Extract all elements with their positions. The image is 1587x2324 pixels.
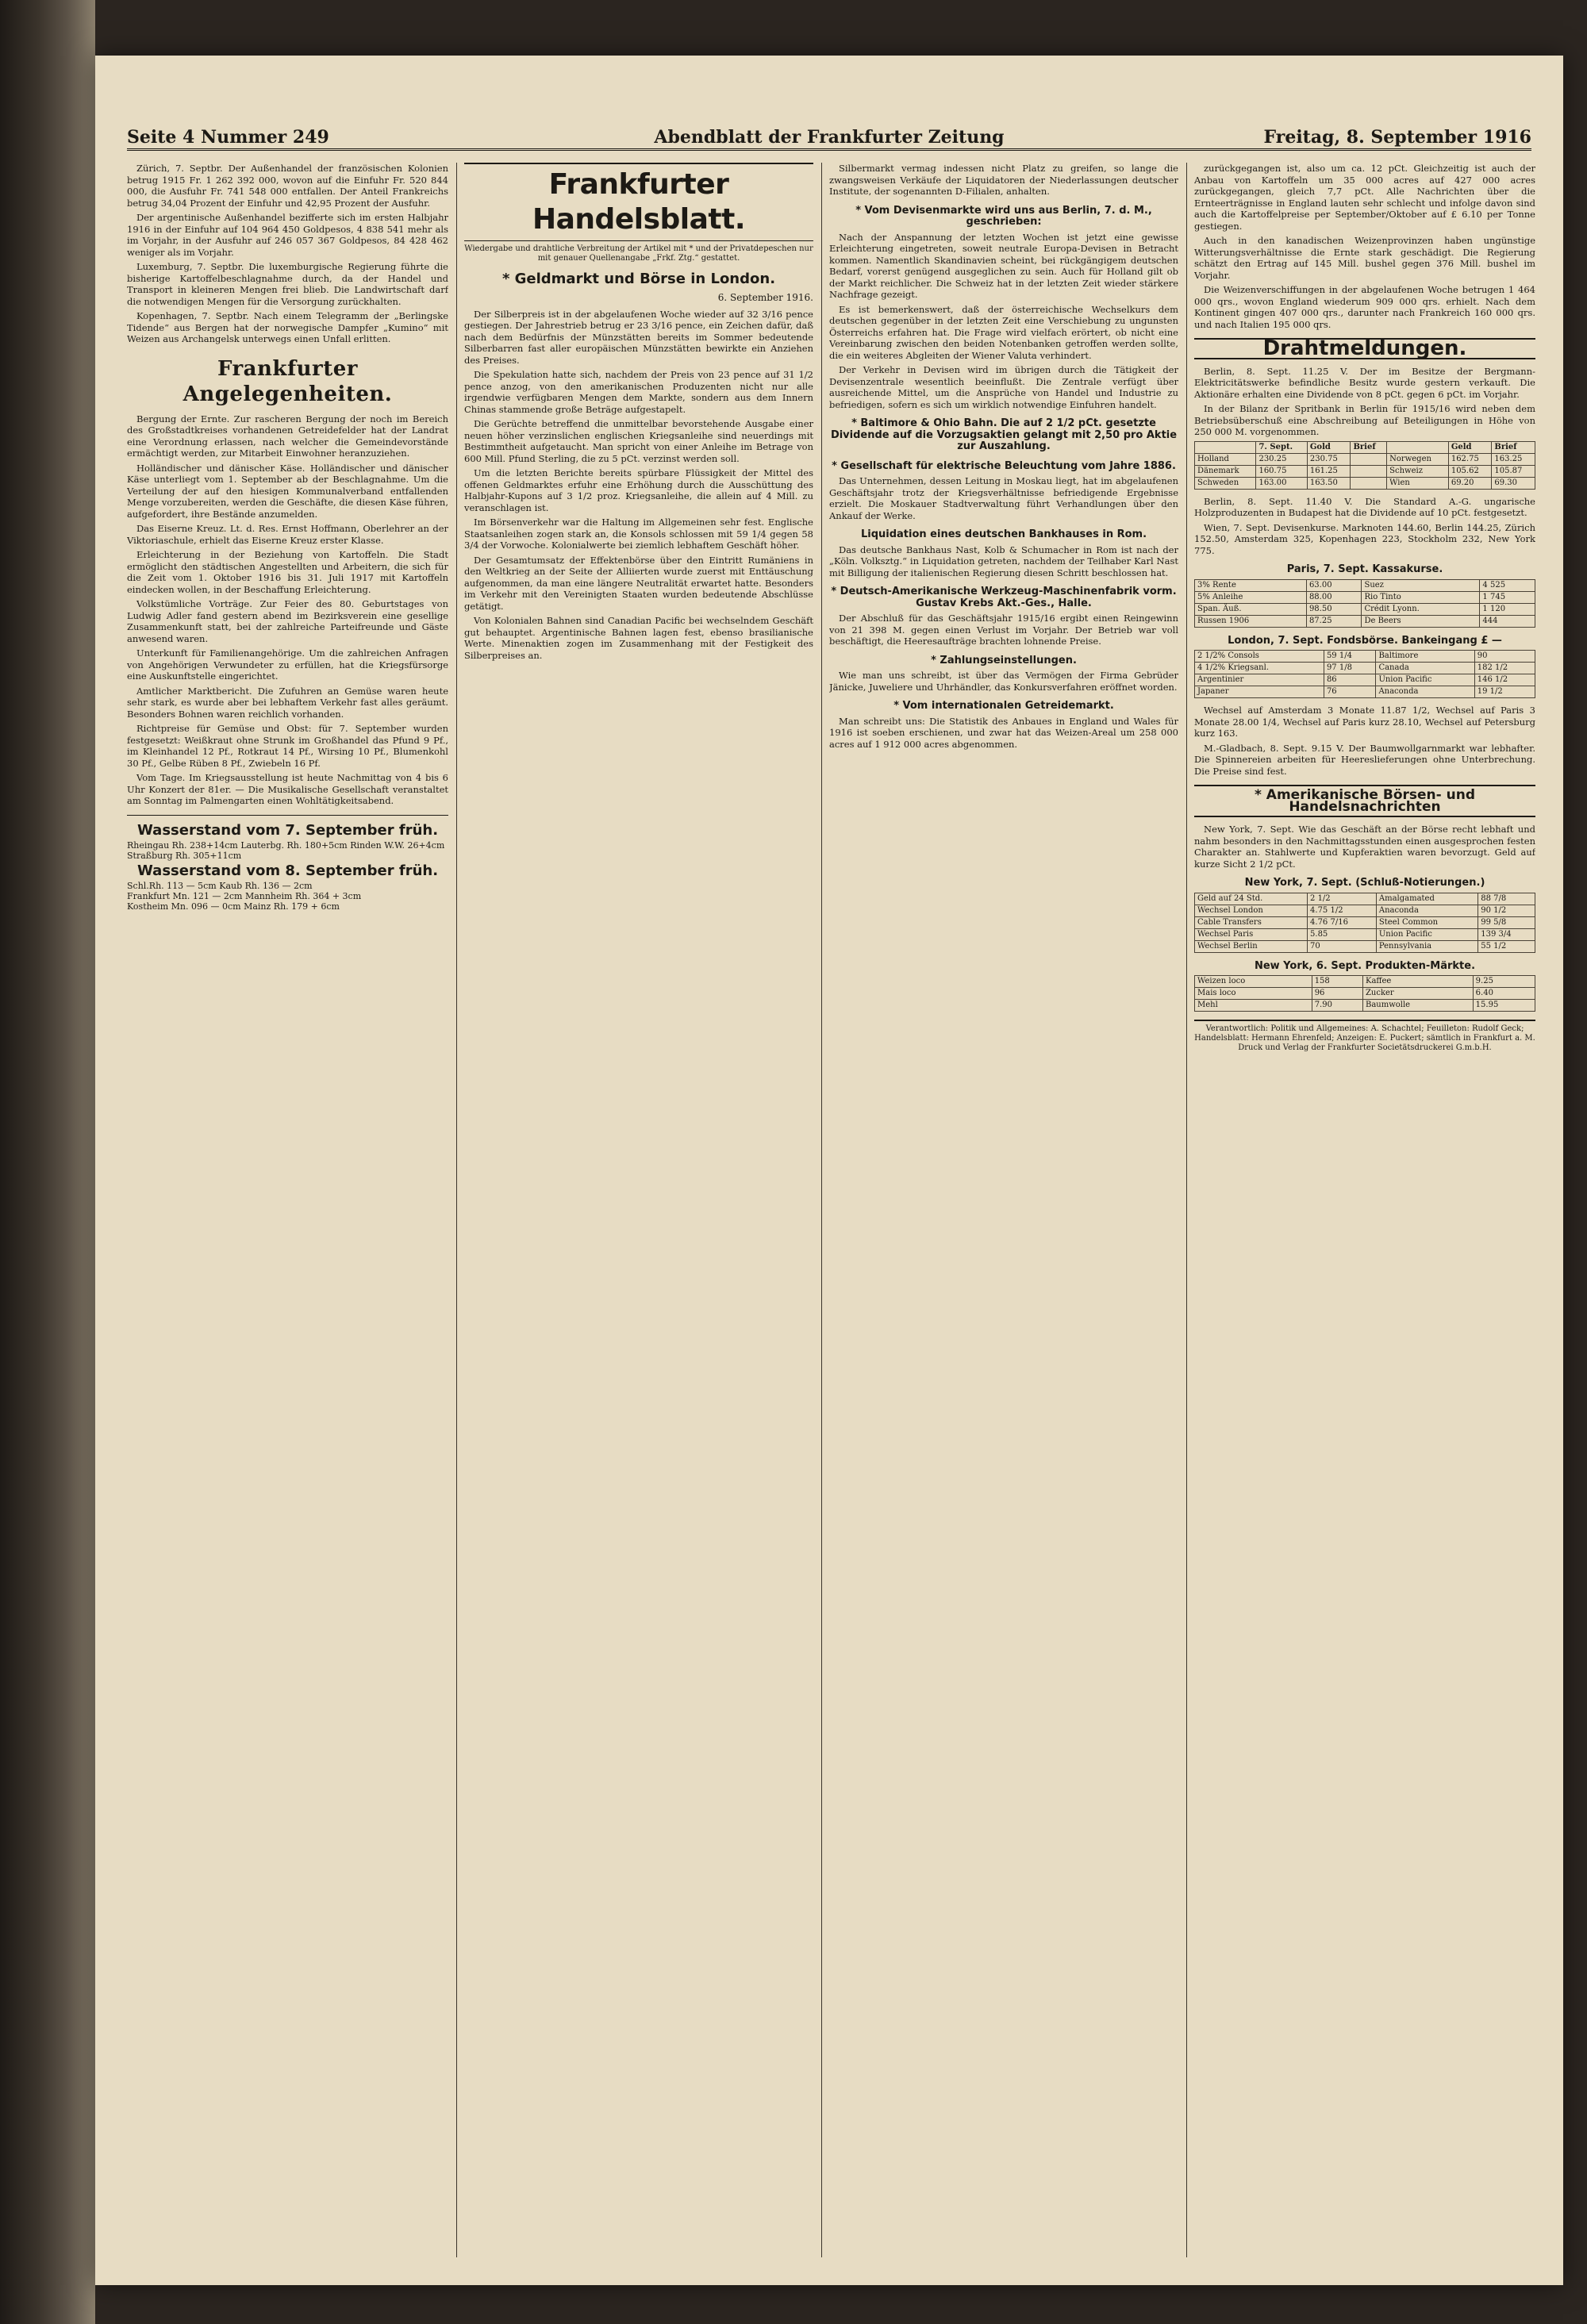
article-paragraph: Es ist bemerkenswert, daß der österreichische Wechselkurs dem deutschen gegenüber in der letzten Zeit eine Verschiebung zu ungunsten Österreichs erfahren hat. Die Frage wird vielfach erörtert, ob nicht eine Vereinbarung zwischen den beiden Notenbanken getroffen werden sollte, die ein weiteres Abgleiten der Wiener Valuta verhindert. xyxy=(829,303,1178,361)
table-row xyxy=(1195,453,1535,465)
table-cell: 4.75 1/2 xyxy=(1308,905,1377,916)
table-cell: 87.25 xyxy=(1306,615,1362,627)
table-cell: 70 xyxy=(1308,940,1377,952)
water-level-row: Frankfurt Mn. 121 — 2cm Mannheim Rh. 364 + 3cm xyxy=(127,890,362,901)
column-rule xyxy=(456,163,457,2257)
table-cell: Kaffee xyxy=(1362,976,1473,988)
column-4 xyxy=(1194,163,1535,2257)
table-cell: Union Pacific xyxy=(1376,928,1477,940)
table-header-cell xyxy=(1387,441,1449,453)
table-cell: 230.25 xyxy=(1256,453,1307,465)
handelsblatt-masthead: Frankfurter Handelsblatt. xyxy=(464,163,813,241)
article-heading: * Vom Devisenmarkte wird uns aus Berlin, 7. d. M., geschrieben: xyxy=(855,204,1152,228)
table-cell: Anaconda xyxy=(1376,905,1477,916)
dateline: 6. September 1916. xyxy=(717,292,813,303)
table-body xyxy=(1195,893,1535,952)
table-cell: 105.62 xyxy=(1448,465,1492,477)
article-paragraph: Holländischer und dänischer Käse. Holländischer und dänischer Käse unterliegt vom 1. September ab der Beschlagnahme. Um die Verteilung der auf den hiesigen Kommunalverband entfallenden Menge vorzubereiten, werden die Geschäfte, die diesen Käse führen, aufgefordert, ihre Bestände anzumelden. xyxy=(127,462,448,520)
table-cell: De Beers xyxy=(1362,615,1480,627)
table-heading: New York, 7. Sept. (Schluß-Notierungen.) xyxy=(1244,877,1485,889)
water-level-row: Kostheim Mn. 096 — 0cm Mainz Rh. 179 + 6cm xyxy=(127,901,340,912)
table-cell: Baltimore xyxy=(1376,651,1474,663)
table-cell: 98.50 xyxy=(1306,603,1362,615)
table-header-cell: Geld xyxy=(1448,441,1492,453)
table-cell: 160.75 xyxy=(1256,465,1307,477)
article-paragraph: Auch in den kanadischen Weizenprovinzen haben ungünstige Witterungsverhältnisse die Ernte stark geschädigt. Die Regierung schätzt den Ertrag auf 145 Mill. bushel gegen 376 Mill. bushel im Vorjahr. xyxy=(1194,235,1535,281)
produkte-table xyxy=(1194,975,1535,1012)
page-number: Seite 4 Nummer 249 xyxy=(127,127,329,148)
article-paragraph: Nach der Anspannung der letzten Wochen ist jetzt eine gewisse Erleichterung eingetreten, soweit neutrale Europa-Devisen in Betracht kommen. Namentlich Skandinavien scheint, bei rückgängigem deutschen Bedarf, vorerst genügend ausgeglichen zu sein. Auch für Holland gilt ob der Markt reichlicher. Die Schweiz hat in der letzten Zeit wieder stärkere Nachfrage gezeigt. xyxy=(829,231,1178,300)
table-row xyxy=(1195,988,1535,1000)
table-cell: Weizen loco xyxy=(1195,976,1312,988)
table-cell: 105.87 xyxy=(1492,465,1535,477)
water-level-report xyxy=(127,815,448,912)
table-cell: 1 120 xyxy=(1480,603,1535,615)
table-cell: Argentinier xyxy=(1195,674,1324,686)
table-row xyxy=(1195,603,1535,615)
table-cell: Schweden xyxy=(1195,477,1256,489)
table-cell: 3% Rente xyxy=(1195,579,1307,591)
table-cell: Union Pacific xyxy=(1376,674,1474,686)
table-row xyxy=(1195,477,1535,489)
table-cell: Suez xyxy=(1362,579,1480,591)
table-cell: 63.00 xyxy=(1306,579,1362,591)
table-header-cell: 7. Sept. xyxy=(1256,441,1307,453)
article-paragraph: New York, 7. Sept. Wie das Geschäft an der Börse recht lebhaft und nahm besonders in den Nachmittagsstunden einen ausgesprochen festen Charakter an. Stahlwerte und Kupferaktien waren bevorzugt. Geld auf kurze Sicht 2 1/2 pCt. xyxy=(1194,824,1535,870)
table-cell: 2 1/2 xyxy=(1308,893,1377,905)
table-cell: 59 1/4 xyxy=(1324,651,1376,663)
table-header-cell: Gold xyxy=(1307,441,1351,453)
table-body xyxy=(1195,976,1535,1012)
table-cell: 7.90 xyxy=(1312,1000,1362,1012)
column-2 xyxy=(464,163,813,2257)
table-cell: 158 xyxy=(1312,976,1362,988)
article-paragraph: Vom Tage. Im Kriegsausstellung ist heute Nachmittag von 4 bis 6 Uhr Konzert der 81er. — Die Musikalische Gesellschaft veranstaltet am Sonntag im Palmengarten einen Wohltätigkeitsabend. xyxy=(127,772,448,806)
article-paragraph: Der Verkehr in Devisen wird im übrigen durch die Tätigkeit der Devisenzentrale wesentlich beeinflußt. Die Zentrale verfügt über ausreichende Mittel, um die Ansprüche von Handel und Industrie zu befriedigen, sofern es sich um wirklich notwendige Einfuhren handelt. xyxy=(829,364,1178,410)
table-row xyxy=(1195,916,1535,928)
table-cell: 5% Anleihe xyxy=(1195,591,1307,603)
table-cell: Geld auf 24 Std. xyxy=(1195,893,1308,905)
table-body xyxy=(1195,453,1535,489)
article-paragraph: Man schreibt uns: Die Statistik des Anbaues in England und Wales für 1916 ist soeben erschienen, und zwar hat das Weizen-Areal um 258 000 acres auf 1 912 000 acres abgenommen. xyxy=(829,715,1178,750)
table-cell: 182 1/2 xyxy=(1474,663,1535,674)
table-cell: Baumwolle xyxy=(1362,1000,1473,1012)
article-paragraph: zurückgegangen ist, also um ca. 12 pCt. Gleichzeitig ist auch der Anbau von Kartoffeln um 35 000 acres auf 427 000 acres zurückgegangen, gleich 7,7 pCt. Alle Nachrichten über die Ernteerträgnisse in England lauten sehr schlecht und infolge davon sind auch die Kartoffelpreise per September/Oktober auf £ 6.10 per Tonne gestiegen. xyxy=(1194,163,1535,232)
article-paragraph: Die Gerüchte betreffend die unmittelbar bevorstehende Ausgabe einer neuen höher verzinslichen englischen Kriegsanleihe sind neuerdings mit Bestimmtheit aufgetaucht. Man spricht von einer Anleihe im Betrage von 600 Mill. Pfund Sterling, die zu 5 pCt. verzinst werden soll. xyxy=(464,418,813,464)
table-heading: London, 7. Sept. Fondsbörse. Bankeingang £ — xyxy=(1228,634,1502,647)
table-row xyxy=(1195,893,1535,905)
water-level-title: Wasserstand vom 8. September früh. xyxy=(136,862,439,879)
article-paragraph: Zürich, 7. Septbr. Der Außenhandel der französischen Kolonien betrug 1915 Fr. 1 262 392 000, wovon auf die Einfuhr Fr. 520 844 000, die Ausfuhr Fr. 741 548 000 entfallen. Der Anteil Frankreichs betrug 34,04 Prozent der Einfuhr und 42,95 Prozent der Ausfuhr. xyxy=(127,163,448,209)
water-level-title: Wasserstand vom 7. September früh. xyxy=(136,821,439,839)
table-cell: 146 1/2 xyxy=(1474,674,1535,686)
newyork-table xyxy=(1194,893,1535,953)
table-row xyxy=(1195,579,1535,591)
article-heading: * Geldmarkt und Börse in London. xyxy=(501,271,776,287)
table-header-row xyxy=(1195,441,1535,453)
section-heading: * Amerikanische Börsen- und Handelsnachrichten xyxy=(1194,785,1535,817)
table-cell: 4 525 xyxy=(1480,579,1535,591)
table-row xyxy=(1195,686,1535,698)
devisen-table xyxy=(1194,441,1535,490)
table-cell: 162.75 xyxy=(1448,453,1492,465)
article-paragraph: Kopenhagen, 7. Septbr. Nach einem Telegramm der „Berlingske Tidende“ aus Bergen hat der norwegische Dampfer „Kumino“ mit Weizen aus Archangelsk unterwegs einen Unfall erlitten. xyxy=(127,310,448,344)
table-row xyxy=(1195,651,1535,663)
table-row xyxy=(1195,940,1535,952)
table-cell: Anaconda xyxy=(1376,686,1474,698)
article-paragraph: Das Unternehmen, dessen Leitung in Moskau liegt, hat im abgelaufenen Geschäftsjahr trotz der Kriegsverhältnisse befriedigende Ergebnisse erzielt. Die Moskauer Stadtverwaltung führt Verhandlungen über den Ankauf der Werke. xyxy=(829,475,1178,521)
table-cell: 88 7/8 xyxy=(1478,893,1535,905)
table-cell: Wien xyxy=(1387,477,1449,489)
article-paragraph: Amtlicher Marktbericht. Die Zufuhren an Gemüse waren heute sehr stark, es wurde aber bei lebhaftem Verkehr fast alles geräumt. Besonders Bohnen waren reichlich vorhanden. xyxy=(127,685,448,720)
article-heading: * Gesellschaft für elektrische Beleuchtung vom Jahre 1886. xyxy=(832,459,1176,472)
table-cell: 139 3/4 xyxy=(1478,928,1535,940)
table-cell: Steel Common xyxy=(1376,916,1477,928)
article-heading: Liquidation eines deutschen Bankhauses in Rom. xyxy=(860,528,1147,540)
table-cell: 97 1/8 xyxy=(1324,663,1376,674)
column-3 xyxy=(829,163,1178,2257)
table-cell: Canada xyxy=(1376,663,1474,674)
article-paragraph: Wien, 7. Sept. Devisenkurse. Marknoten 144.60, Berlin 144.25, Zürich 152.50, Amsterdam 325, Kopenhagen 223, Stockholm 232, New York 775. xyxy=(1194,521,1535,556)
water-level-row: Schl.Rh. 113 — 5cm Kaub Rh. 136 — 2cm xyxy=(127,880,313,891)
issue-date: Freitag, 8. September 1916 xyxy=(1263,127,1531,148)
table-cell: 5.85 xyxy=(1308,928,1377,940)
table-cell: 6.40 xyxy=(1473,988,1535,1000)
article-paragraph: In der Bilanz der Spritbank in Berlin für 1915/16 wird neben dem Betriebsüberschuß eine Abschreibung auf Beteiligungen in Höhe von 250 000 M. vorgenommen. xyxy=(1194,403,1535,437)
london-table xyxy=(1194,650,1535,698)
paris-table xyxy=(1194,579,1535,628)
book-binding xyxy=(0,0,95,2324)
table-row xyxy=(1195,465,1535,477)
table-header-cell: Brief xyxy=(1492,441,1535,453)
table-cell: 19 1/2 xyxy=(1474,686,1535,698)
table-cell: 69.20 xyxy=(1448,477,1492,489)
table-cell: Wechsel London xyxy=(1195,905,1308,916)
table-cell: 90 xyxy=(1474,651,1535,663)
newspaper-title: Abendblatt der Frankfurter Zeitung xyxy=(654,127,1005,148)
table-cell: 2 1/2% Consols xyxy=(1195,651,1324,663)
table-heading: New York, 6. Sept. Produkten-Märkte. xyxy=(1254,959,1476,972)
article-paragraph: Die Spekulation hatte sich, nachdem der Preis von 23 pence auf 31 1/2 pence anzog, von den amerikanischen Produzenten nicht nur alle irgendwie verfügbaren Mengen dem Markte, sondern aus dem Innern Chinas stammende große Beträge aufgestapelt. xyxy=(464,369,813,415)
table-cell: Norwegen xyxy=(1387,453,1449,465)
newspaper-page xyxy=(95,56,1563,2285)
table-cell: Cable Transfers xyxy=(1195,916,1308,928)
article-paragraph: Von Kolonialen Bahnen sind Canadian Pacific bei wechselndem Geschäft gut behauptet. Argentinische Bahnen lagen fest, ebenso brasilianische Werte. Minenaktien zogen im Zusammenhang mit der Festigkeit des Silberpreises an. xyxy=(464,615,813,661)
article-heading: * Deutsch-Amerikanische Werkzeug-Maschinenfabrik vorm. Gustav Krebs Akt.-Ges., Halle. xyxy=(831,586,1177,609)
table-cell: Zucker xyxy=(1362,988,1473,1000)
article-paragraph: Richtpreise für Gemüse und Obst: für 7. September wurden festgesetzt: Weißkraut ohne Strunk im Großhandel das Pfund 9 Pf., im Kleinhandel 12 Pf., Rotkraut 14 Pf., Wirsing 10 Pf., Blumenkohl 30 Pf., Gelbe Rüben 8 Pf., Zwiebeln 16 Pf. xyxy=(127,723,448,769)
table-cell: 161.25 xyxy=(1307,465,1351,477)
table-cell: 15.95 xyxy=(1473,1000,1535,1012)
table-row xyxy=(1195,905,1535,916)
article-paragraph: Das deutsche Bankhaus Nast, Kolb & Schumacher in Rom ist nach der „Köln. Volksztg.“ in Liquidation getreten, nachdem der Teilhaber Karl Nast mit Billigung der italienischen Regierung diesen Schritt beschlossen hat. xyxy=(829,544,1178,578)
article-paragraph: Der Gesamtumsatz der Effektenbörse über den Eintritt Rumäniens in den Weltkrieg an der Seite der Alliierten wurde zuerst mit Enttäuschung aufgenommen, da man eine längere Neutralität erwartet hatte. Besonders im Verkehr mit den Vereinigten Staaten wurden bedeutende Abschlüsse getätigt. xyxy=(464,554,813,612)
table-cell: 163.25 xyxy=(1492,453,1535,465)
table-cell xyxy=(1351,465,1387,477)
table-row xyxy=(1195,591,1535,603)
table-cell: 4.76 7/16 xyxy=(1308,916,1377,928)
article-paragraph: Bergung der Ernte. Zur rascheren Bergung der noch im Bereich des Großstadtkreises vorhandenen Getreidefelder hat der Landrat eine Verordnung erlassen, nach welcher die Gemeindevorstände ermächtigt werden, zur Mitarbeit Einwohner heranzuziehen. xyxy=(127,413,448,459)
section-heading: Frankfurter Angelegenheiten. xyxy=(183,356,393,406)
article-paragraph: Wie man uns schreibt, ist über das Vermögen der Firma Gebrüder Jänicke, Juweliere und Uhrhändler, das Konkursverfahren eröffnet worden. xyxy=(829,670,1178,693)
table-cell: Rio Tinto xyxy=(1362,591,1480,603)
table-row xyxy=(1195,674,1535,686)
article-paragraph: Der Silberpreis ist in der abgelaufenen Woche wieder auf 32 3/16 pence gestiegen. Der Jahrestrieb betrug er 23 3/16 pence, ein Zeichen dafür, daß nach dem Bedürfnis der Münzstätten bereits im Sommer bedeutende Silberbarren fast aller europäischen Münzstätten bewirkte ein Anziehen des Preises. xyxy=(464,308,813,366)
article-paragraph: Das Eiserne Kreuz. Lt. d. Res. Ernst Hoffmann, Oberlehrer an der Viktoriaschule, erhielt das Eiserne Kreuz erster Klasse. xyxy=(127,523,448,546)
table-body xyxy=(1195,651,1535,698)
article-paragraph: M.-Gladbach, 8. Sept. 9.15 V. Der Baumwollgarnmarkt war lebhafter. Die Spinnereien arbeiten für Heereslieferungen ohne Unterbrechung. Die Preise sind fest. xyxy=(1194,742,1535,777)
table-cell xyxy=(1351,477,1387,489)
table-cell: 9.25 xyxy=(1473,976,1535,988)
table-body xyxy=(1195,579,1535,627)
article-heading: * Baltimore & Ohio Bahn. Die auf 2 1/2 pCt. gesetzte Dividende auf die Vorzugsaktien gelangt mit 2,50 pro Aktie zur Auszahlung. xyxy=(830,417,1178,452)
table-cell: 4 1/2% Kriegsanl. xyxy=(1195,663,1324,674)
article-paragraph: Berlin, 8. Sept. 11.25 V. Der im Besitze der Bergmann-Elektricitätswerke befindliche Besitz wurde gestern verkauft. Die Aktionäre erhalten eine Dividende von 8 pCt. gegen 6 pCt. im Vorjahr. xyxy=(1194,365,1535,400)
article-paragraph: Der argentinische Außenhandel bezifferte sich im ersten Halbjahr 1916 in der Einfuhr auf 104 964 450 Goldpesos, 4 838 541 mehr als im Vorjahr, in der Ausfuhr auf 246 057 367 Goldpesos, 84 428 462 weniger als im Vorjahr. xyxy=(127,212,448,258)
table-cell: 90 1/2 xyxy=(1478,905,1535,916)
article-heading: * Zahlungseinstellungen. xyxy=(931,654,1077,666)
table-cell: Mehl xyxy=(1195,1000,1312,1012)
table-cell: Schweiz xyxy=(1387,465,1449,477)
table-header-cell xyxy=(1195,441,1256,453)
article-paragraph: Um die letzten Berichte bereits spürbare Flüssigkeit der Mittel des offenen Geldmarktes erfuhr eine Erhöhung durch die Ausschüttung des Halbjahr-Kupons auf 3 1/2 proz. Kriegsanleihe, die allein auf 4 Mill. zu veranschlagen ist. xyxy=(464,467,813,513)
table-cell: 55 1/2 xyxy=(1478,940,1535,952)
column-rule xyxy=(1186,163,1187,2257)
table-heading: Paris, 7. Sept. Kassakurse. xyxy=(1286,563,1443,575)
table-cell: 76 xyxy=(1324,686,1376,698)
article-paragraph: Berlin, 8. Sept. 11.40 V. Die Standard A.-G. ungarische Holzproduzenten in Budapest hat die Dividende auf 10 pCt. festgesetzt. xyxy=(1194,495,1535,518)
table-cell: Pennsylvania xyxy=(1376,940,1477,952)
table-cell: 96 xyxy=(1312,988,1362,1000)
article-paragraph: Unterkunft für Familienangehörige. Um die zahlreichen Anfragen von Angehörigen Verwundeter zu erfüllen, hat die Kriegsfürsorge eine Auskunftstelle eingerichtet. xyxy=(127,647,448,682)
table-cell: Crédit Lyonn. xyxy=(1362,603,1480,615)
table-cell: Japaner xyxy=(1195,686,1324,698)
table-cell: 163.00 xyxy=(1256,477,1307,489)
table-cell: 444 xyxy=(1480,615,1535,627)
article-paragraph: Der Abschluß für das Geschäftsjahr 1915/16 ergibt einen Reingewinn von 21 398 M. gegen einen Verlust im Vorjahr. Der Betrieb war voll beschäftigt, die Heeresaufträge brachten lohnende Preise. xyxy=(829,613,1178,647)
page-header xyxy=(127,127,1531,151)
table-cell xyxy=(1351,453,1387,465)
column-1 xyxy=(127,163,448,2257)
table-row xyxy=(1195,928,1535,940)
article-paragraph: Die Weizenverschiffungen in der abgelaufenen Woche betrugen 1 464 000 qrs., wovon England wiederum 909 000 qrs. erhielt. Nach dem Kontinent gingen 407 000 qrs., darunter nach Frankreich 160 000 qrs. und nach Italien 195 000 qrs. xyxy=(1194,284,1535,330)
table-cell: 1 745 xyxy=(1480,591,1535,603)
table-cell: 99 5/8 xyxy=(1478,916,1535,928)
article-paragraph: Wechsel auf Amsterdam 3 Monate 11.87 1/2, Wechsel auf Paris 3 Monate 28.00 1/4, Wechsel auf Paris kurz 28.10, Wechsel auf Petersburg kurz 163. xyxy=(1194,705,1535,739)
water-level-row: Straßburg Rh. 305+11cm xyxy=(127,850,242,861)
table-cell: Holland xyxy=(1195,453,1256,465)
table-row xyxy=(1195,976,1535,988)
article-paragraph: Silbermarkt vermag indessen nicht Platz zu greifen, so lange die zwangsweisen Verkäufe der Liquidatoren der Niederlassungen deutscher Institute, der sogenannten D-Filialen, anhalten. xyxy=(829,163,1178,197)
table-cell: Dänemark xyxy=(1195,465,1256,477)
section-heading: Drahtmeldungen. xyxy=(1194,338,1535,359)
imprint: Verantwortlich: Politik und Allgemeines: A. Schachtel; Feuilleton: Rudolf Geck; Handelsblatt: Hermann Ehrenfeld; Anzeigen: E. Puckert; sämtlich in Frankfurt a. M. Druck und Verlag der Frankfurter Societätsdruckerei G.m.b.H. xyxy=(1194,1020,1535,1053)
table-cell: 86 xyxy=(1324,674,1376,686)
masthead-note: Wiedergabe und drahtliche Verbreitung der Artikel mit * und der Privatdepeschen nur mit genauer Quellenangabe „Frkf. Ztg.“ gestattet. xyxy=(464,244,813,263)
article-paragraph: Erleichterung in der Beziehung von Kartoffeln. Die Stadt ermöglicht den städtischen Angestellten und Arbeitern, die sich für die Zeit vom 1. Oktober 1916 bis 31. Juli 1917 mit Kartoffeln eindecken wollen, in der Beschaffung Erleichterung. xyxy=(127,549,448,595)
table-cell: 230.75 xyxy=(1307,453,1351,465)
table-cell: 88.00 xyxy=(1306,591,1362,603)
table-cell: Wechsel Berlin xyxy=(1195,940,1308,952)
table-cell: 163.50 xyxy=(1307,477,1351,489)
table-cell: Wechsel Paris xyxy=(1195,928,1308,940)
table-row xyxy=(1195,663,1535,674)
article-paragraph: Volkstümliche Vorträge. Zur Feier des 80. Geburtstages von Ludwig Adler fand gestern abend im Bezirksverein eine gesellige Zusammenkunft statt, bei der zahlreiche Parteifreunde und Gäste anwesend waren. xyxy=(127,598,448,644)
table-header-cell: Brief xyxy=(1351,441,1387,453)
article-paragraph: Im Börsenverkehr war die Haltung im Allgemeinen sehr fest. Englische Staatsanleihen zogen stark an, die Konsols schlossen mit 59 1/4 gegen 58 3/4 der Vorwoche. Kolonialwerte bei ziemlich lebhaftem Geschäft höher. xyxy=(464,517,813,551)
table-cell: Russen 1906 xyxy=(1195,615,1307,627)
table-cell: Span. Äuß. xyxy=(1195,603,1307,615)
water-level-row: Rheingau Rh. 238+14cm Lauterbg. Rh. 180+5cm Rinden W.W. 26+4cm xyxy=(127,839,445,851)
table-cell: Amalgamated xyxy=(1376,893,1477,905)
table-row xyxy=(1195,1000,1535,1012)
article-heading: * Vom internationalen Getreidemarkt. xyxy=(893,700,1114,712)
article-paragraph: Luxemburg, 7. Septbr. Die luxemburgische Regierung führte die bisherige Kartoffelbeschlagnahme durch, da der Handel und Transport in kleineren Mengen frei blieb. Die Landwirtschaft darf die notwendigen Mengen für die Versorgung zurückhalten. xyxy=(127,261,448,307)
table-cell: Mais loco xyxy=(1195,988,1312,1000)
table-row xyxy=(1195,615,1535,627)
table-cell: 69.30 xyxy=(1492,477,1535,489)
column-rule xyxy=(821,163,822,2257)
